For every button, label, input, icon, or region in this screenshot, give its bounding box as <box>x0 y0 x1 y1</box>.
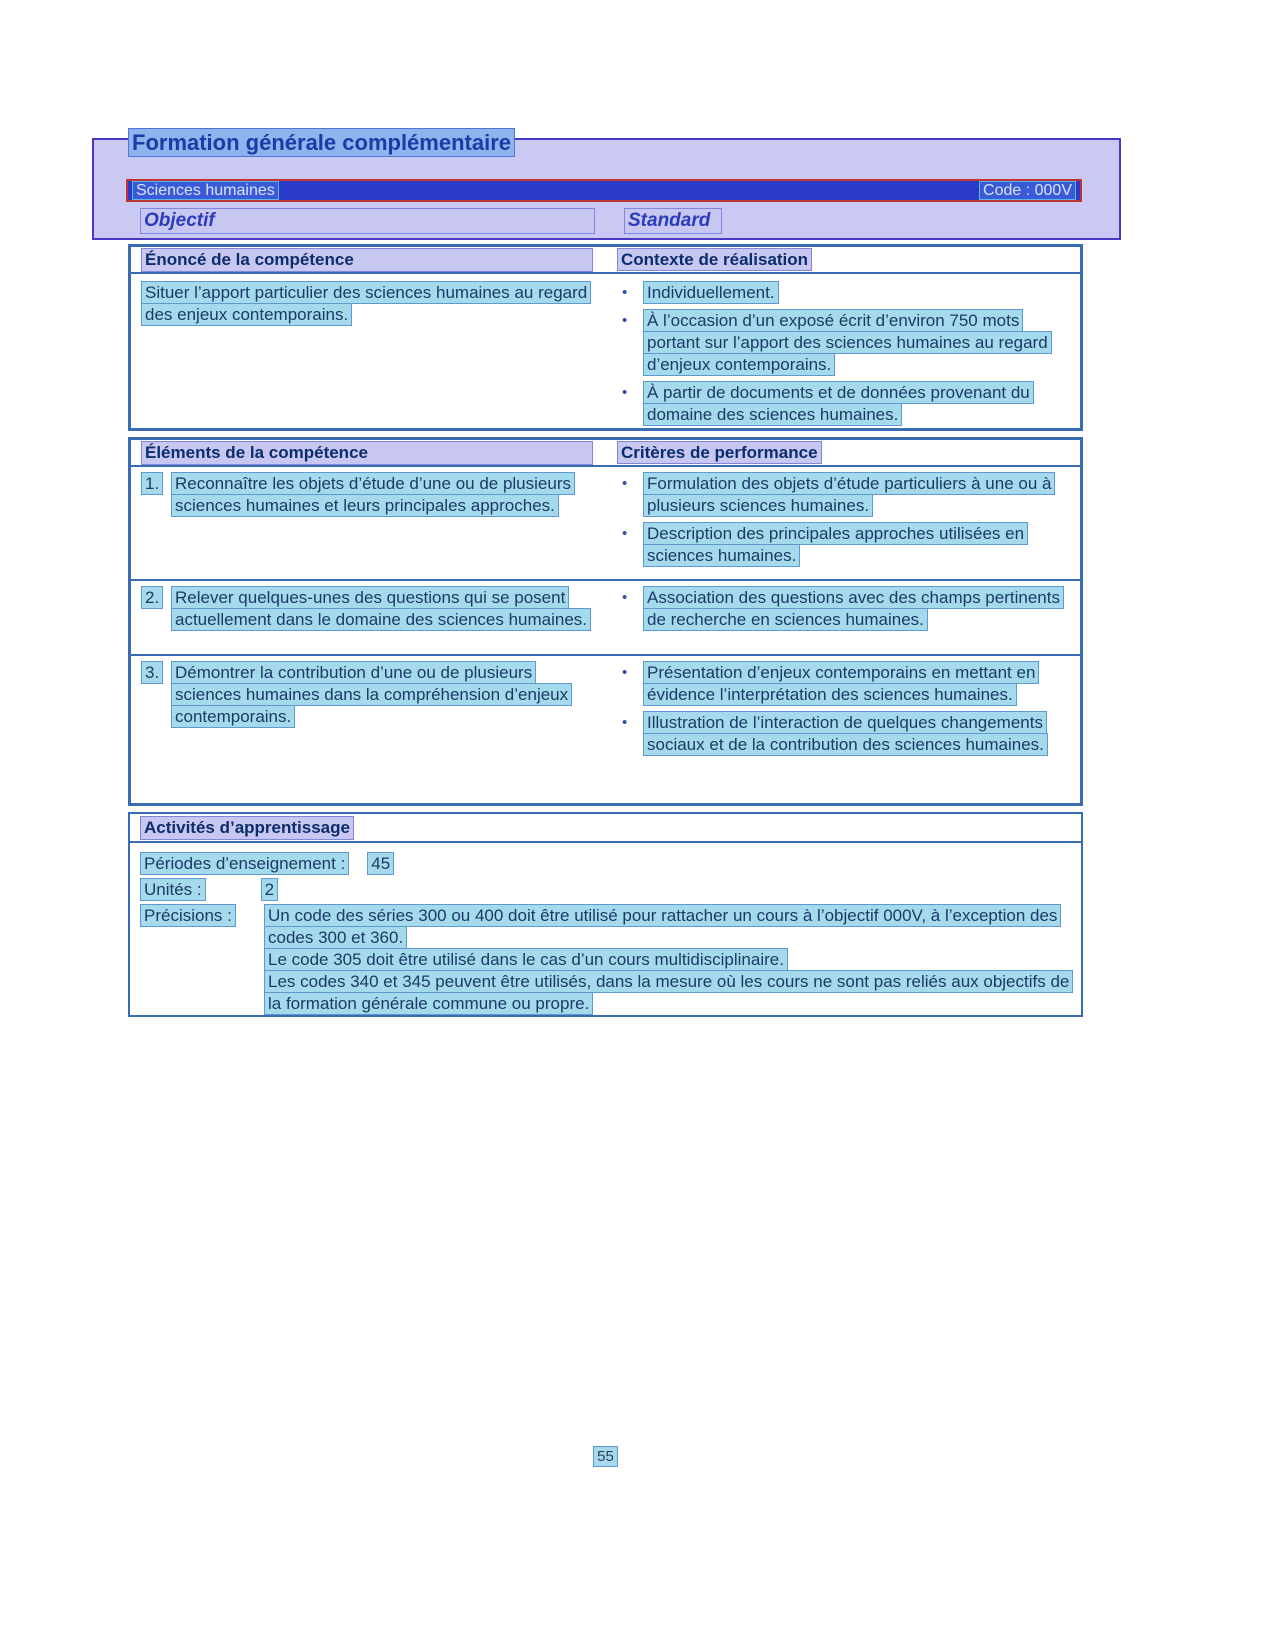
elements-header: Éléments de la compétence <box>141 441 593 465</box>
bullet-icon: • <box>622 589 628 606</box>
table-row <box>131 467 1080 579</box>
competence-table-body <box>131 274 1080 431</box>
periodes-value: 45 <box>367 852 394 875</box>
elements-table-header <box>131 440 1080 467</box>
competence-statement: Situer l’apport particulier des sciences humaines au regard des enjeux contemporains. <box>141 281 591 326</box>
periodes-row <box>140 851 1071 877</box>
enonce-header: Énoncé de la compétence <box>141 248 593 272</box>
activities-table <box>128 812 1083 1017</box>
element-cell <box>131 587 617 648</box>
precisions-label: Précisions : <box>140 904 236 927</box>
activities-table-body <box>130 843 1081 1015</box>
list-item <box>617 282 1072 304</box>
standard-heading: Standard <box>624 208 722 234</box>
enonce-header-cell <box>131 248 617 272</box>
precisions-label-cell <box>140 905 264 927</box>
subject-label: Sciences humaines <box>132 181 279 200</box>
bullet-icon: • <box>622 475 628 492</box>
list-item-text: Description des principales approches utilisées en sciences humaines. <box>643 522 1028 567</box>
item-number <box>141 662 171 728</box>
precisions-line: Les codes 340 et 345 peuvent être utilisés, dans la mesure où les cours ne sont pas reliés aux objectifs de la formation générale commune ou propre. <box>264 970 1073 1015</box>
bullet-icon: • <box>622 664 628 681</box>
unites-label: Unités : <box>140 878 206 901</box>
list-item <box>617 712 1072 756</box>
element-cell <box>131 473 617 573</box>
bullet-icon: • <box>622 384 628 401</box>
list-item <box>617 382 1072 426</box>
list-item <box>617 523 1072 567</box>
precisions-line: Le code 305 doit être utilisé dans le cas d’un cours multidisciplinaire. <box>264 948 788 971</box>
header-box <box>92 130 1121 240</box>
item-number <box>141 473 171 517</box>
precisions-text <box>264 905 1071 1015</box>
list-item <box>617 473 1072 517</box>
activities-table-header <box>130 814 1081 843</box>
list-item-text: Association des questions avec des champs pertinents de recherche en sciences humaines. <box>643 586 1064 631</box>
table-row <box>131 654 1080 802</box>
element-text: Relever quelques-unes des questions qui se posent actuellement dans le domaine des sciences humaines. <box>171 586 591 631</box>
contexte-header: Contexte de réalisation <box>617 248 812 271</box>
unites-row <box>140 877 1071 903</box>
criteres-list <box>617 587 1080 648</box>
contexte-list <box>617 282 1080 431</box>
list-item-text: Présentation d’enjeux contemporains en mettant en évidence l’interprétation des sciences humaines. <box>643 661 1039 706</box>
contexte-header-cell <box>617 250 1080 270</box>
periodes-label: Périodes d’enseignement : <box>140 852 349 875</box>
page-title <box>128 130 515 156</box>
item-number-text: 3. <box>141 661 163 684</box>
bullet-icon: • <box>622 312 628 329</box>
item-number-text: 2. <box>141 586 163 609</box>
list-item-text: Illustration de l’interaction de quelques changements sociaux et de la contribution des sciences humaines. <box>643 711 1048 756</box>
numbered-item <box>141 662 617 728</box>
criteres-header: Critères de performance <box>617 441 822 464</box>
elements-table <box>128 437 1083 806</box>
list-item <box>617 662 1072 706</box>
list-item-text: Formulation des objets d’étude particuliers à une ou à plusieurs sciences humaines. <box>643 472 1055 517</box>
criteres-list <box>617 473 1080 573</box>
subject-bar <box>126 179 1082 202</box>
activities-header: Activités d’apprentissage <box>140 816 354 840</box>
list-item-text: À l’occasion d’un exposé écrit d’environ 750 mots portant sur l’apport des sciences humaines au regard d’enjeux contemporains. <box>643 309 1052 376</box>
bullet-icon: • <box>622 714 628 731</box>
precisions-row <box>140 905 1071 1015</box>
element-text: Démontrer la contribution d’une ou de plusieurs sciences humaines dans la compréhension d’enjeux contemporains. <box>171 661 572 728</box>
numbered-item <box>141 473 617 517</box>
element-text: Reconnaître les objets d’étude d’une ou de plusieurs sciences humaines et leurs principales approches. <box>171 472 575 517</box>
bullet-icon: • <box>622 525 628 542</box>
list-item-text: À partir de documents et de données provenant du domaine des sciences humaines. <box>643 381 1034 426</box>
page-number-text: 55 <box>593 1446 618 1467</box>
criteres-header-cell <box>617 443 1080 463</box>
competence-table <box>128 244 1083 431</box>
list-item <box>617 587 1072 631</box>
unites-value: 2 <box>261 878 278 901</box>
item-number <box>141 587 171 631</box>
competence-statement-cell <box>131 282 617 431</box>
objectif-heading: Objectif <box>140 208 595 234</box>
element-cell <box>131 662 617 796</box>
page-number <box>128 1448 1083 1465</box>
item-number-text: 1. <box>141 472 163 495</box>
precisions-line: Un code des séries 300 ou 400 doit être utilisé pour rattacher un cours à l’objectif 000V, à l’exception des codes 300 et 360. <box>264 904 1061 949</box>
code-label: Code : 000V <box>979 181 1076 200</box>
list-item <box>617 310 1072 376</box>
objectif-standard-row <box>140 208 1100 234</box>
numbered-item <box>141 587 617 631</box>
competence-table-header <box>131 247 1080 274</box>
criteres-list <box>617 662 1080 796</box>
bullet-icon: • <box>622 284 628 301</box>
page-title-text: Formation générale complémentaire <box>128 128 515 157</box>
table-row <box>131 579 1080 654</box>
list-item-text: Individuellement. <box>643 281 779 304</box>
elements-header-cell <box>131 441 617 465</box>
